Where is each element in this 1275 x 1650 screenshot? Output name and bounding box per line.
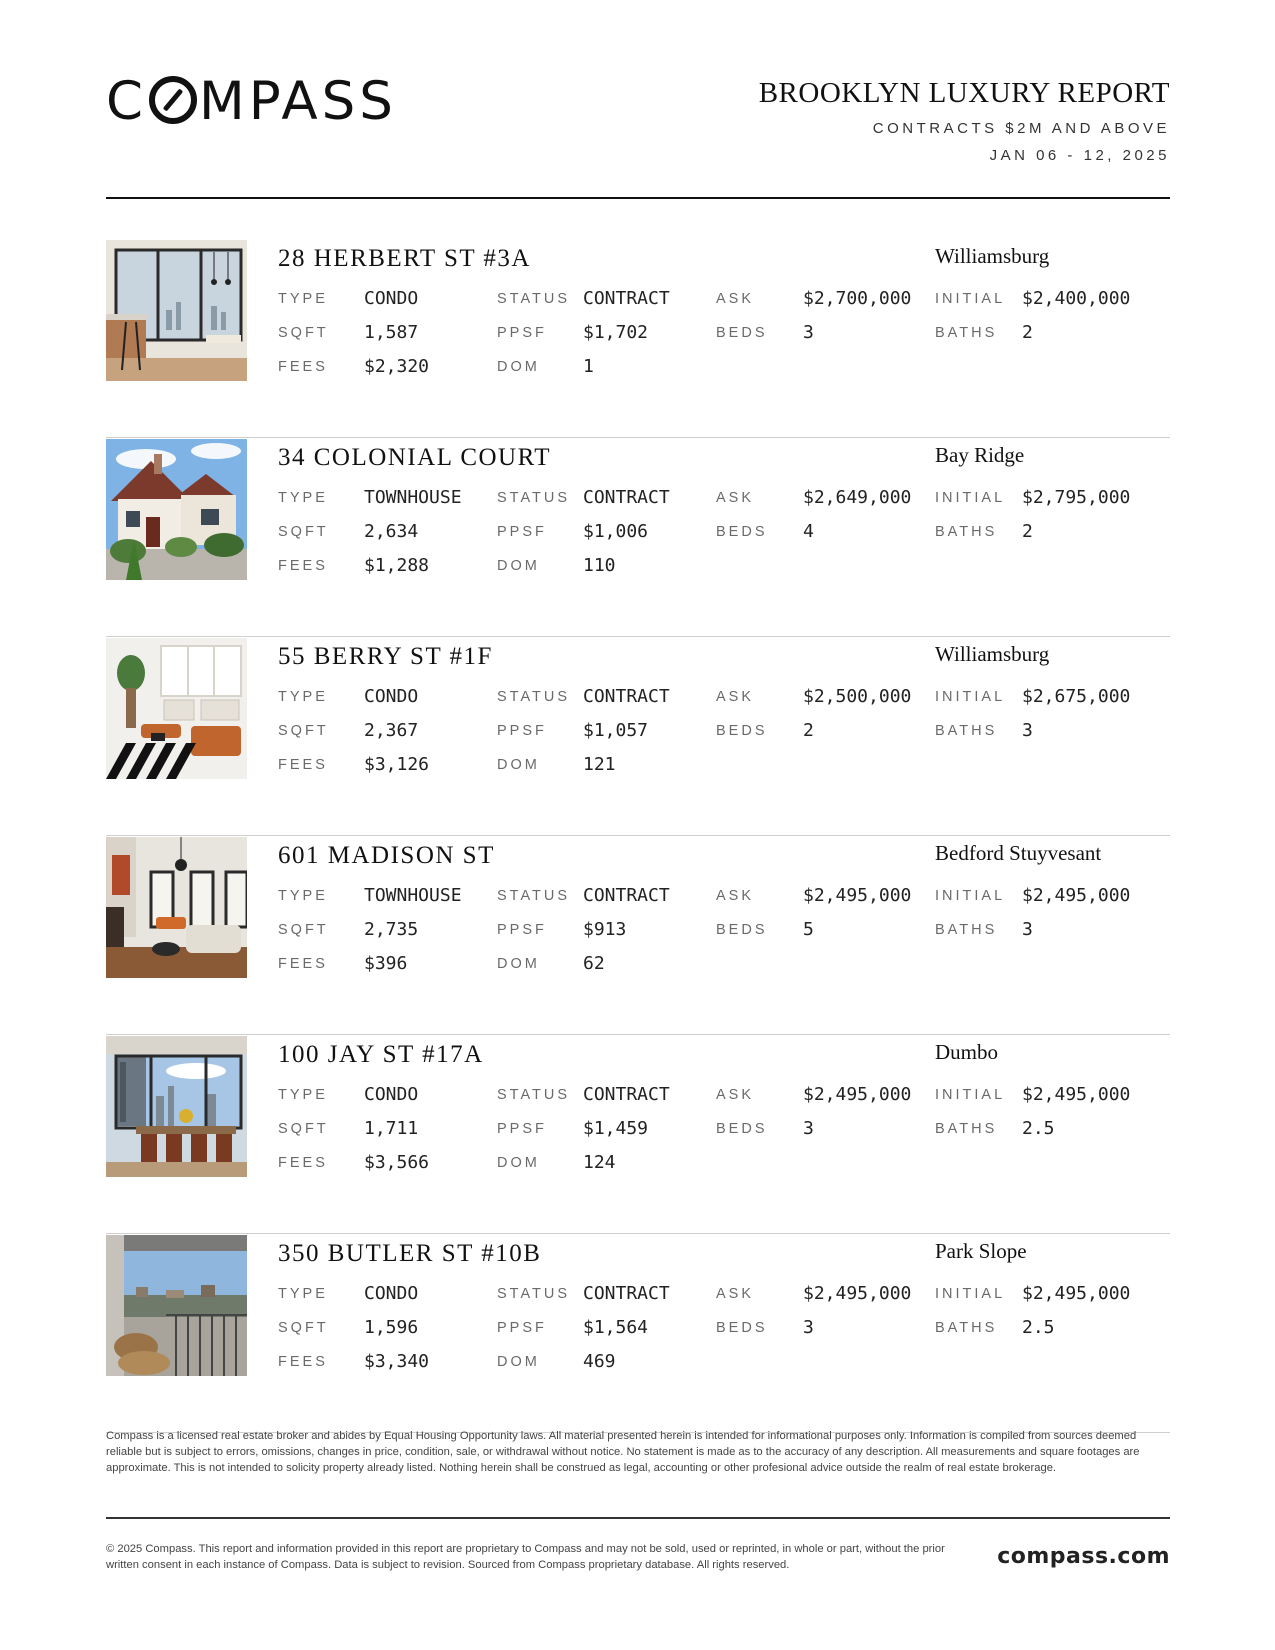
initial-value: $2,675,000 bbox=[1022, 686, 1131, 707]
baths-value: 3 bbox=[1022, 720, 1033, 741]
header-divider bbox=[106, 197, 1170, 199]
ppsf-value: $1,057 bbox=[583, 720, 649, 741]
listing-photo-image bbox=[106, 638, 247, 779]
type-value: TOWNHOUSE bbox=[364, 885, 462, 906]
listing-address[interactable]: 100 JAY ST #17A bbox=[278, 1041, 484, 1068]
ask-value: $2,495,000 bbox=[803, 1084, 912, 1105]
listing-photo[interactable] bbox=[106, 837, 247, 978]
ask-value: $2,495,000 bbox=[803, 885, 912, 906]
listing-address[interactable]: 601 MADISON ST bbox=[278, 842, 495, 869]
dom-value: 469 bbox=[583, 1351, 616, 1372]
footer-divider bbox=[106, 1517, 1170, 1519]
listing-photo-image bbox=[106, 837, 247, 978]
disclaimer-text: Compass is a licensed real estate broker and abides by Equal Housing Opportunity laws. All material presented herein is intended for informational purposes only. Information is compiled from sources deemed reliable but is subject to errors, omissions, changes in price, condition, sale, or withdrawal without notice. No statement is made as to the accuracy of any description. All measurements and square footages are approximate. This is not intended to solicity property already listed. Nothing herein shall be construed as legal, accounting or other profesional advice outside the realm of real estate brokerage. bbox=[106, 1430, 1140, 1474]
type-label: TYPE bbox=[278, 490, 328, 506]
type-label: TYPE bbox=[278, 291, 328, 307]
listing-card bbox=[106, 1036, 1170, 1234]
listing-card bbox=[106, 439, 1170, 637]
dom-label: DOM bbox=[497, 359, 540, 375]
listing-address[interactable]: 55 BERRY ST #1F bbox=[278, 643, 493, 670]
ask-value: $2,500,000 bbox=[803, 686, 912, 707]
status-value: CONTRACT bbox=[583, 487, 670, 508]
fees-label: FEES bbox=[278, 558, 328, 574]
ppsf-label: PPSF bbox=[497, 1320, 547, 1336]
beds-label: BEDS bbox=[716, 325, 768, 341]
dom-label: DOM bbox=[497, 1155, 540, 1171]
initial-value: $2,495,000 bbox=[1022, 885, 1131, 906]
ask-label: ASK bbox=[716, 490, 755, 506]
dom-label: DOM bbox=[497, 1354, 540, 1370]
initial-label: INITIAL bbox=[935, 490, 1006, 506]
report-date-range: JAN 06 - 12, 2025 bbox=[989, 147, 1170, 164]
report-subtitle: CONTRACTS $2M AND ABOVE bbox=[872, 120, 1170, 137]
status-value: CONTRACT bbox=[583, 1283, 670, 1304]
ppsf-label: PPSF bbox=[497, 325, 547, 341]
report-header bbox=[759, 76, 1170, 165]
dom-value: 62 bbox=[583, 953, 605, 974]
listing-divider bbox=[106, 1034, 1170, 1036]
baths-label: BATHS bbox=[935, 723, 998, 739]
type-value: CONDO bbox=[364, 288, 419, 309]
listing-divider bbox=[106, 636, 1170, 638]
sqft-label: SQFT bbox=[278, 524, 329, 540]
sqft-value: 2,634 bbox=[364, 521, 419, 542]
listing-divider bbox=[106, 1233, 1170, 1235]
beds-label: BEDS bbox=[716, 922, 768, 938]
status-value: CONTRACT bbox=[583, 686, 670, 707]
ppsf-value: $1,702 bbox=[583, 322, 649, 343]
status-label: STATUS bbox=[497, 291, 571, 307]
ppsf-value: $1,459 bbox=[583, 1118, 649, 1139]
initial-value: $2,795,000 bbox=[1022, 487, 1131, 508]
beds-label: BEDS bbox=[716, 1320, 768, 1336]
sqft-label: SQFT bbox=[278, 1320, 329, 1336]
listing-photo-image bbox=[106, 1036, 247, 1177]
fees-label: FEES bbox=[278, 956, 328, 972]
sqft-value: 2,735 bbox=[364, 919, 419, 940]
baths-value: 2.5 bbox=[1022, 1118, 1055, 1139]
listing-card bbox=[106, 240, 1170, 438]
listing-card bbox=[106, 638, 1170, 836]
initial-value: $2,495,000 bbox=[1022, 1084, 1131, 1105]
ppsf-value: $1,564 bbox=[583, 1317, 649, 1338]
fees-value: $3,340 bbox=[364, 1351, 430, 1372]
listing-divider bbox=[106, 437, 1170, 439]
type-value: CONDO bbox=[364, 1283, 419, 1304]
compass-logo: C MPASS bbox=[106, 71, 397, 132]
type-label: TYPE bbox=[278, 689, 328, 705]
dom-value: 121 bbox=[583, 754, 616, 775]
type-value: CONDO bbox=[364, 686, 419, 707]
fees-value: $3,126 bbox=[364, 754, 430, 775]
ppsf-label: PPSF bbox=[497, 922, 547, 938]
sqft-value: 1,596 bbox=[364, 1317, 419, 1338]
baths-value: 2.5 bbox=[1022, 1317, 1055, 1338]
dom-label: DOM bbox=[497, 956, 540, 972]
status-value: CONTRACT bbox=[583, 1084, 670, 1105]
ppsf-value: $913 bbox=[583, 919, 627, 940]
listing-photo[interactable] bbox=[106, 638, 247, 779]
ppsf-label: PPSF bbox=[497, 524, 547, 540]
listing-neighborhood: Dumbo bbox=[935, 1040, 998, 1064]
dom-value: 1 bbox=[583, 356, 594, 377]
initial-value: $2,495,000 bbox=[1022, 1283, 1131, 1304]
fees-label: FEES bbox=[278, 1155, 328, 1171]
ask-label: ASK bbox=[716, 1286, 755, 1302]
ask-label: ASK bbox=[716, 291, 755, 307]
sqft-value: 1,711 bbox=[364, 1118, 419, 1139]
sqft-label: SQFT bbox=[278, 723, 329, 739]
listing-address[interactable]: 28 HERBERT ST #3A bbox=[278, 245, 531, 272]
beds-value: 3 bbox=[803, 322, 814, 343]
ask-label: ASK bbox=[716, 1087, 755, 1103]
beds-value: 2 bbox=[803, 720, 814, 741]
baths-label: BATHS bbox=[935, 524, 998, 540]
initial-label: INITIAL bbox=[935, 291, 1006, 307]
listing-card bbox=[106, 837, 1170, 1035]
listing-neighborhood: Bay Ridge bbox=[935, 443, 1025, 467]
status-label: STATUS bbox=[497, 490, 571, 506]
ask-label: ASK bbox=[716, 888, 755, 904]
listing-photo[interactable] bbox=[106, 1235, 247, 1376]
status-label: STATUS bbox=[497, 689, 571, 705]
listing-neighborhood: Park Slope bbox=[935, 1239, 1027, 1263]
type-label: TYPE bbox=[278, 1087, 328, 1103]
sqft-value: 2,367 bbox=[364, 720, 419, 741]
report-title: BROOKLYN LUXURY REPORT bbox=[758, 77, 1170, 109]
ask-value: $2,649,000 bbox=[803, 487, 912, 508]
beds-value: 5 bbox=[803, 919, 814, 940]
listing-card bbox=[106, 1235, 1170, 1433]
fees-value: $396 bbox=[364, 953, 408, 974]
beds-value: 3 bbox=[803, 1118, 814, 1139]
status-label: STATUS bbox=[497, 888, 571, 904]
beds-value: 4 bbox=[803, 521, 814, 542]
status-value: CONTRACT bbox=[583, 288, 670, 309]
sqft-label: SQFT bbox=[278, 922, 329, 938]
type-label: TYPE bbox=[278, 1286, 328, 1302]
dom-label: DOM bbox=[497, 558, 540, 574]
fees-value: $3,566 bbox=[364, 1152, 430, 1173]
initial-value: $2,400,000 bbox=[1022, 288, 1131, 309]
baths-value: 2 bbox=[1022, 322, 1033, 343]
listing-address[interactable]: 34 COLONIAL COURT bbox=[278, 444, 552, 471]
fees-label: FEES bbox=[278, 757, 328, 773]
beds-label: BEDS bbox=[716, 723, 768, 739]
status-label: STATUS bbox=[497, 1087, 571, 1103]
ppsf-label: PPSF bbox=[497, 1121, 547, 1137]
listing-neighborhood: Williamsburg bbox=[935, 244, 1050, 268]
ppsf-value: $1,006 bbox=[583, 521, 649, 542]
fees-label: FEES bbox=[278, 1354, 328, 1370]
listing-photo-image bbox=[106, 1235, 247, 1376]
type-value: CONDO bbox=[364, 1084, 419, 1105]
baths-label: BATHS bbox=[935, 922, 998, 938]
listing-neighborhood: Williamsburg bbox=[935, 642, 1050, 666]
sqft-label: SQFT bbox=[278, 325, 329, 341]
ask-value: $2,700,000 bbox=[803, 288, 912, 309]
listing-photo[interactable] bbox=[106, 1036, 247, 1177]
baths-value: 3 bbox=[1022, 919, 1033, 940]
initial-label: INITIAL bbox=[935, 1286, 1006, 1302]
baths-value: 2 bbox=[1022, 521, 1033, 542]
baths-label: BATHS bbox=[935, 1320, 998, 1336]
beds-label: BEDS bbox=[716, 1121, 768, 1137]
listing-photo-image bbox=[106, 240, 247, 381]
fees-label: FEES bbox=[278, 359, 328, 375]
dom-label: DOM bbox=[497, 757, 540, 773]
baths-label: BATHS bbox=[935, 1121, 998, 1137]
ppsf-label: PPSF bbox=[497, 723, 547, 739]
ask-value: $2,495,000 bbox=[803, 1283, 912, 1304]
listing-photo-image bbox=[106, 439, 247, 580]
fees-value: $2,320 bbox=[364, 356, 430, 377]
dom-value: 110 bbox=[583, 555, 616, 576]
copyright-text: © 2025 Compass. This report and information provided in this report are proprietary to Compass and may not be sold, used or reprinted, in whole or part, without the prior written consent in each instance of Compass. Data is subject to revision. Sourced from Compass proprietary database. All rights reserved. bbox=[106, 1543, 945, 1571]
type-value: TOWNHOUSE bbox=[364, 487, 462, 508]
status-value: CONTRACT bbox=[583, 885, 670, 906]
type-label: TYPE bbox=[278, 888, 328, 904]
sqft-value: 1,587 bbox=[364, 322, 419, 343]
beds-label: BEDS bbox=[716, 524, 768, 540]
ask-label: ASK bbox=[716, 689, 755, 705]
sqft-label: SQFT bbox=[278, 1121, 329, 1137]
listing-neighborhood: Bedford Stuyvesant bbox=[935, 841, 1102, 865]
fees-value: $1,288 bbox=[364, 555, 430, 576]
listing-photo[interactable] bbox=[106, 240, 247, 381]
website-link[interactable]: compass.com bbox=[997, 1544, 1170, 1569]
initial-label: INITIAL bbox=[935, 1087, 1006, 1103]
listing-photo[interactable] bbox=[106, 439, 247, 580]
initial-label: INITIAL bbox=[935, 888, 1006, 904]
dom-value: 124 bbox=[583, 1152, 616, 1173]
initial-label: INITIAL bbox=[935, 689, 1006, 705]
status-label: STATUS bbox=[497, 1286, 571, 1302]
listing-divider bbox=[106, 835, 1170, 837]
listing-address[interactable]: 350 BUTLER ST #10B bbox=[278, 1240, 542, 1267]
compass-logo-o-icon bbox=[149, 76, 197, 124]
baths-label: BATHS bbox=[935, 325, 998, 341]
beds-value: 3 bbox=[803, 1317, 814, 1338]
